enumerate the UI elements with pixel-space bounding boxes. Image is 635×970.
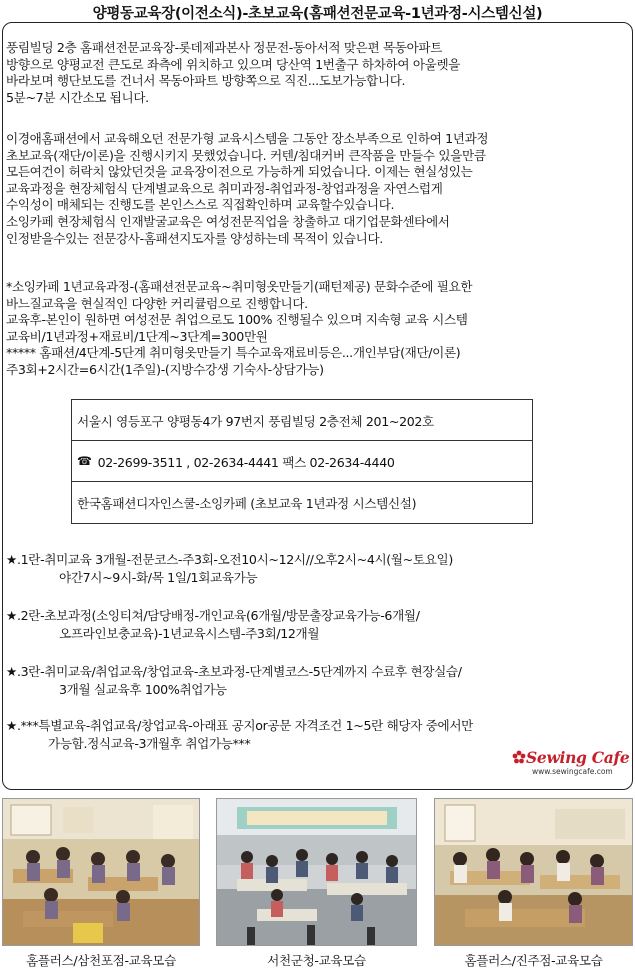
item-line: 오프라인보충교육)-1년교육시스템-주3회/12개월 [59, 625, 320, 641]
flower-icon [512, 750, 526, 764]
text-line: 초보교육(재단/이론)을 진행시키지 못했었습니다. 커텐/침대커버 큰작품을 만들수 있을만큼 [6, 147, 486, 163]
photo-caption: 서천군청-교육모습 [267, 953, 366, 968]
school-text: 한국홈패션디자인스쿨-소잉카페 (초보교육 1년과정 시스템신설) [77, 496, 417, 511]
page-title: 양평동교육장(이전소식)-초보교육(홈패션전문교육-1년과정-시스템신설) [92, 6, 543, 22]
text-line: 바라보며 행단보도를 건너서 목동아파트 방향쪽으로 직진...도보가능합니다. [6, 73, 406, 89]
photo-samcheonpo-class [2, 798, 200, 946]
text-line: 풍림빌딩 2층 홈패션전문교육장-롯데제과본사 정문전-동아서적 맞은편 목동아파트 [6, 40, 443, 55]
item-line: ★.1란-취미교육 3개월-전문코스-주3회-오전10시~12시//오후2시~4시(월~토요일) [6, 552, 453, 567]
course-paragraph [6, 279, 628, 379]
address-row [72, 400, 532, 441]
course-item-3 [6, 663, 628, 698]
course-item-2 [6, 607, 628, 642]
text-line: 교육비/1년과정+재료비/1단계~3단계=300만원 [6, 328, 268, 344]
phone-row [72, 441, 532, 482]
contact-info-table [71, 399, 533, 524]
address-text: 서울시 영등포구 양평동4가 97번지 풍림빌딩 2층전체 201~202호 [77, 413, 434, 429]
directions-paragraph [6, 40, 628, 106]
item-line: 야간7시~9시-화/목 1일/1회교육가능 [59, 569, 258, 585]
photo-caption: 홈플러스/삼천포점-교육모습 [26, 953, 176, 968]
text-line: *소잉카페 1년교육과정-(홈패션전문교육~취미형옷만들기(패턴제공) 문화수준에 필요한 [6, 279, 473, 294]
logo-name: Sewing Cafe [526, 748, 630, 767]
item-line: ★.***특별교육-취업교육/창업교육-아래표 공지or공문 자격조건 1~5란 해당자 중에서만 [6, 718, 473, 733]
intro-paragraph [6, 131, 628, 247]
text-line: 방향으로 양평교전 큰도로 좌측에 위치하고 있으며 당산역 1번출구 하차하여 아울렛을 [6, 56, 461, 72]
course-item-special [6, 717, 628, 752]
logo-url: www.sewingcafe.com [532, 767, 613, 776]
text-line: 바느질교육을 현실적인 다양한 커리큘럼으로 진행합니다. [6, 295, 308, 311]
text-line: 인정받을수있는 전문강사-홈패션지도자를 양성하는데 목적이 있습니다. [6, 230, 383, 246]
phone-icon: ☎ [77, 454, 92, 468]
text-line: 주3회+2시간=6시간(1주일)-(지방수강생 기숙사-상담가능) [6, 361, 324, 377]
photo-jinju-class [434, 798, 633, 946]
item-line: ★.3란-취미교육/취업교육/창업교육-초보과정-단계별코스-5단계까지 수료후 현장실습/ [6, 664, 462, 679]
text-line: 이경애홈패션에서 교육해오던 전문가형 교육시스템을 그동안 장소부족으로 인하여 1년과정 [6, 131, 489, 146]
school-row [72, 482, 532, 523]
text-line: 5분~7분 시간소모 됩니다. [6, 89, 149, 105]
item-line: 가능함.정식교육-3개월후 취업가능*** [48, 735, 251, 751]
photo-caption: 홈플러스/진주점-교육모습 [464, 953, 603, 968]
item-line: ★.2란-초보과정(소잉티쳐/담당배정-개인교육(6개월/방문출장교육가능-6개월/ [6, 608, 420, 623]
text-line: 교육과정을 현장체험식 단계별교육으로 취미과정-취업과정-창업과정을 자연스럽게 [6, 180, 443, 196]
photo-seocheon-class [216, 798, 417, 946]
text-line: 수익성이 매체되는 진행도를 본인스스로 직접확인하며 교육할수있습니다. [6, 197, 395, 213]
text-line: 소잉카페 현장체험식 인재발굴교육은 여성전문직업을 창출하고 대기업문화센타에서 [6, 213, 450, 229]
text-line: 교육후-본인이 원하면 여성전문 취업으로도 100% 진행될수 있으며 지속형 교육 시스템 [6, 312, 468, 328]
course-item-1 [6, 551, 628, 586]
sewing-cafe-logo [512, 748, 630, 778]
item-line: 3개월 실교육후 100%취업가능 [59, 681, 227, 697]
text-line: ***** 홈패션/4단계-5단계 취미형옷만들기 특수교육재료비등은...개인부담(재단/이론) [6, 345, 461, 361]
text-line: 모든여건이 허락치 않았던것을 교육장이전으로 가능하게 되었습니다. 이제는 현실성있는 [6, 164, 473, 180]
phone-text: 02-2699-3511 , 02-2634-4441 팩스 02-2634-4440 [97, 454, 395, 470]
